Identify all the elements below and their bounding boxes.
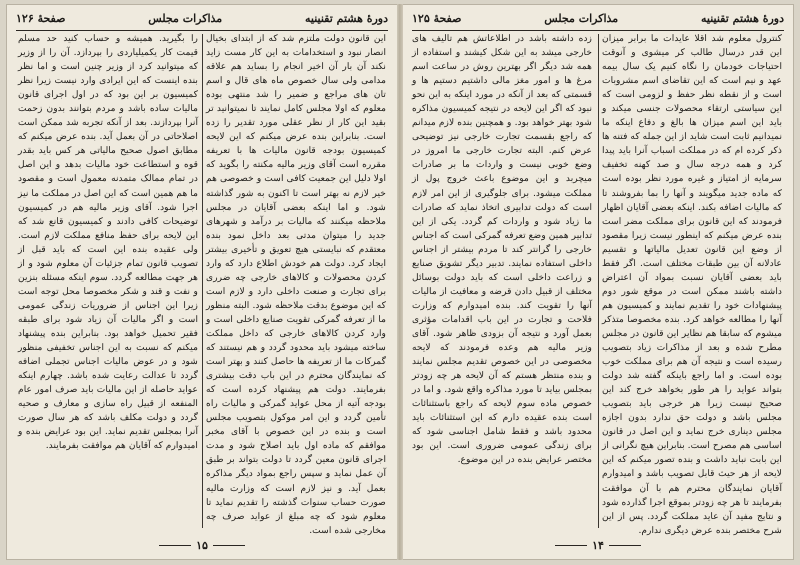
page-footer: [6, 539, 398, 552]
text-column-left: زده داشته باشد در اطلاعاتش هم تالیف های خارجی میشد به این شکل کیشند و استفاده از همه شد دیگر اگر بهترین روش در ساعت اسم مرغ ها و امور مغز مالی داشتیم دستیم ها و قسمتی که بعد از آنکه در مورد اینکه به این نحو نبود که اگر این لایحه در نتیجه کمیسیون مذاکره شود بهتر خواهد بود. و همچنین بنده لازم میدانم که راجع بقسمت تجارت خارجی نیز توضیحی عرض کنم. البته تجارت خارجی ما امروز در وضع خوبی نیست و واردات ما بر صادرات میچربد و این موضوع باعث خروج پول از مملکت میشود. برای جلوگیری از این امر لازم است که دولت تدابیری اتخاذ نماید که صادرات ما زیاد شود و واردات کم گردد. یکی از این تدابیر همین وضع تعرفه گمرکی است که اجناس خارجی را گرانتر کند تا مردم بیشتر از اجناس داخلی استفاده نمایند. تدبیر دیگر تشویق صنایع و زراعت داخلی است که باید دولت بوسائل مختلف از قبیل دادن قرضه و معافیت از مالیات آنها را تقویت کند. بنده امیدوارم که وزارت فلاحت و تجارت در این باب اقدامات مؤثری بعمل آورد و نتیجه آن بزودی ظاهر شود. آقای وزیر مالیه هم وعده فرمودند که لایحه مخصوصی در این خصوص تقدیم مجلس نمایند و بنده منتظر هستم که آن لایحه هر چه زودتر بمجلس بیاید تا مورد مذاکره واقع شود. و اما در خصوص ماده سوم لایحه که راجع باستثنائات است بنده عقیده دارم که این استثنائات باید محدود باشد و فقط شامل اجناسی شود که برای زندگی عمومی ضروری است. این بود مختصر عرایض بنده در این موضوع.: [412, 33, 592, 466]
page-footer: [402, 539, 794, 552]
header-page-number: صفحهٔ ۱۲۵: [412, 11, 462, 25]
footer-dash: [555, 545, 587, 546]
footer-page-number: ۱۵: [196, 539, 208, 552]
page-header: [16, 8, 388, 31]
page-header: [412, 8, 784, 31]
header-period: دورۀ هشتم تقنینیه: [701, 11, 784, 25]
header-title: مذاکرات مجلس: [544, 11, 619, 25]
header-period: دورۀ هشتم تقنینیه: [305, 11, 388, 25]
left-page: [6, 4, 398, 560]
text-column-left: را بگیرید. همیشه و حساب کنید حد مسلم قیمت کار یکمیلیاردی را بپردازد. آن را از وزیر که میتوانید کرد از وزیر چنین است و اما نظر بنده اینست که این ایرادی وارد نیست زیرا نظر کمیسیون بر این بود که در اول اجرای قانون مالیات ساده باشد و مردم بتوانند بدون زحمت آنرا بپردازند. بعد از آنکه تجربه شد ممکن است اصلاحاتی در آن بعمل آید. بنده عرض میکنم که مطابق اصول صحیح مالیاتی هر کس باید بقدر قوه و استطاعت خود مالیات بدهد و این اصل در تمام ممالک متمدنه معمول است و مقصود ما هم همین است که این اصل در مملکت ما نیز اجرا شود. آقای وزیر مالیه هم در کمیسیون توضیحات کافی دادند و کمیسیون قانع شد که این لایحه برای حفظ منافع مملکت لازم است. ولی عقیده بنده این است که باید قبل از تصویب قانون تمام جزئیات آن معلوم شود و از هر جهت مطالعه گردد. سوم اینکه مسئله بنزین و نفت و قند و شکر مخصوصا محل توجه است زیرا این اجناس از ضروریات زندگی عمومی است و اگر مالیات آن زیاد شود برای طبقه فقیر تحمیل خواهد بود. بنابراین بنده پیشنهاد میکنم که نسبت به این اجناس تخفیفی منظور شود و در عوض مالیات اجناس تجملی اضافه گردد تا عدالت رعایت شده باشد. چهارم اینکه عواید حاصله از این مالیات باید صرف امور عام المنفعه از قبیل راه سازی و معارف و صحیه گردد و دولت مکلف باشد که هر سال صورت آنرا بمجلس تقدیم نماید. این بود عرایض بنده و امیدوارم که آقایان هم موافقت بفرمایند.: [18, 33, 198, 452]
footer-page-number: ۱۴: [592, 539, 604, 552]
book-spread: [6, 4, 794, 560]
text-column-right: کنترول معلوم شد اقلا عایدات ما برابر میزان این قدر درسال طالب کر میشوی و آنوقت احتیاجات خودمان را نگاه کنیم یک سال بیمه عهد و نیم است که این تقاضای اسم مشروبات است و از نقطه نظر حفظ و لزومی است که این سیاستی ارتقاء محصولات جنسی میکند و باید این اسم میزان ها بالغ و دفاع اینکه ما نمیدانیم ثابت است شاید از این جمله که فتنه ها ذکر کرده ام که در مملکت اسباب آنرا باید پیدا کرد و همه درجه سال و صد کهنه تخفیف سرمایه از امتیاز و غیره مورد نظر بوده است که ماده جدید میگویند و آنها را بما بفروشند تا که مالیات اضافه بکند. اینکه بعضی آقایان اظهار فرمودند که این قانون برای مملکت مضر است بنده عرض میکنم که اینطور نیست زیرا مقصود از وضع این قانون تعدیل مالیاتها و تقسیم عادلانه آن بین طبقات مختلف است. اگر فقط باید بعضی آقایان نسبت بمواد آن اعتراض داشته باشند ممکن است در موقع شور دوم پیشنهادات خود را تقدیم نمایند و کمیسیون هم آنها را مطالعه خواهد کرد. بنده مخصوصا متذکر میشوم که سابقا هم نظایر این قانون در مجلس مطرح شده و بعد از مذاکرات زیاد بتصویب رسیده است و نتیجه آن هم برای مملکت خوب بوده است. و اما راجع باینکه گفته شد دولت بتواند عواید را هر طور بخواهد خرج کند این صحیح نیست زیرا هر خرجی باید بتصویب مجلس باشد و دولت حق ندارد بدون اجازه مجلس دیناری خرج نماید و این اصل در قانون اساسی هم مصرح است. بنابراین هیچ نگرانی از این بابت نباید داشت و بنده تصور میکنم که این لایحه از هر حیث قابل تصویب باشد و امیدوارم آقایان نمایندگان محترم هم با آن موافقت بفرمایند تا هر چه زودتر بموقع اجرا گذارده شود و نتایج مفید آن عاید مملکت گردد. پس از این شرح مختصر بنده عرض دیگری ندارم.: [602, 33, 782, 536]
text-column-right: این قانون دولت ملتزم شد که از ابتدای بخیال انصار نبود و استخدامات به این کار مست زاید نکند آن بار آن اخیر انجام را بساید هم علاقه مدامی ولی سال خصوص ماه های قال و اسم تان های مراجع و ضمیر را شد منتهی بوده معلوم که اولا مجلس کامل نمایند تا نمیتوانید تر بقید این کار از نظر عقلی مورد تقدیر را زده است. بنابراین بنده عرض میکنم که این لایحه کمیسیون بودجه قانون مالیات ها با تعریفه مقرره است آقای وزیر مالیه مکنته را بگوید که اولا دلیل این جمعیت کافی است و خصوصی هم خیر لازم نه بهتر است تا اکنون به شور گذاشته شود. و اما اینکه بعضی آقایان در مجلس ملاحظه میکنند که مالیات بر درآمد و شهرهای جدید را میتوان مدتی بعد داخل نمود بنده معتقدم که نبایستی هیچ تعویق و تأخیری بیشتر ایجاد کرد. دولت هم خودش اطلاع دارد که وارد کردن محصولات و کالاهای خارجی چه ضرری برای تجارت و صنعت داخلی دارد و لازم است که این موضوع بدقت ملاحظه شود. البته منظور ما از تعرفه گمرکی تقویت صنایع داخلی است و وارد کردن کالاهای خارجی که داخل مملکت ساخته میشود باید محدود گردد و هم نیستند که گمرکات ما از تعریفه ها حاصل کنند و بهتر است که نمایندگان محترم در این باب دقت بیشتری بفرمایند. دولت هم پیشنهاد کرده است که بودجه آتیه از محل عواید گمرکی و مالیات راه تأمین گردد و این امر موکول بتصویب مجلس است و بنده در این خصوص با آقای مخبر موافقم که ماده اول باید اصلاح شود و مدت اجرای قانون معین گردد تا دولت بتواند بر طبق آن عمل نماید و سپس راجع بمواد دیگر مذاکره بعمل آید. و نیز لازم است که وزارت مالیه صورت حساب سنوات گذشته را تقدیم نماید تا معلوم شود که چه مبلغ از عواید صرف چه مخارجی شده است.: [206, 33, 386, 536]
right-page: [402, 4, 794, 560]
column-divider: [202, 34, 203, 528]
column-divider: [598, 34, 599, 528]
footer-dash: [609, 545, 641, 546]
footer-dash: [159, 545, 191, 546]
header-page-number: صفحهٔ ۱۲۶: [16, 11, 66, 25]
header-title: مذاکرات مجلس: [148, 11, 223, 25]
footer-dash: [213, 545, 245, 546]
